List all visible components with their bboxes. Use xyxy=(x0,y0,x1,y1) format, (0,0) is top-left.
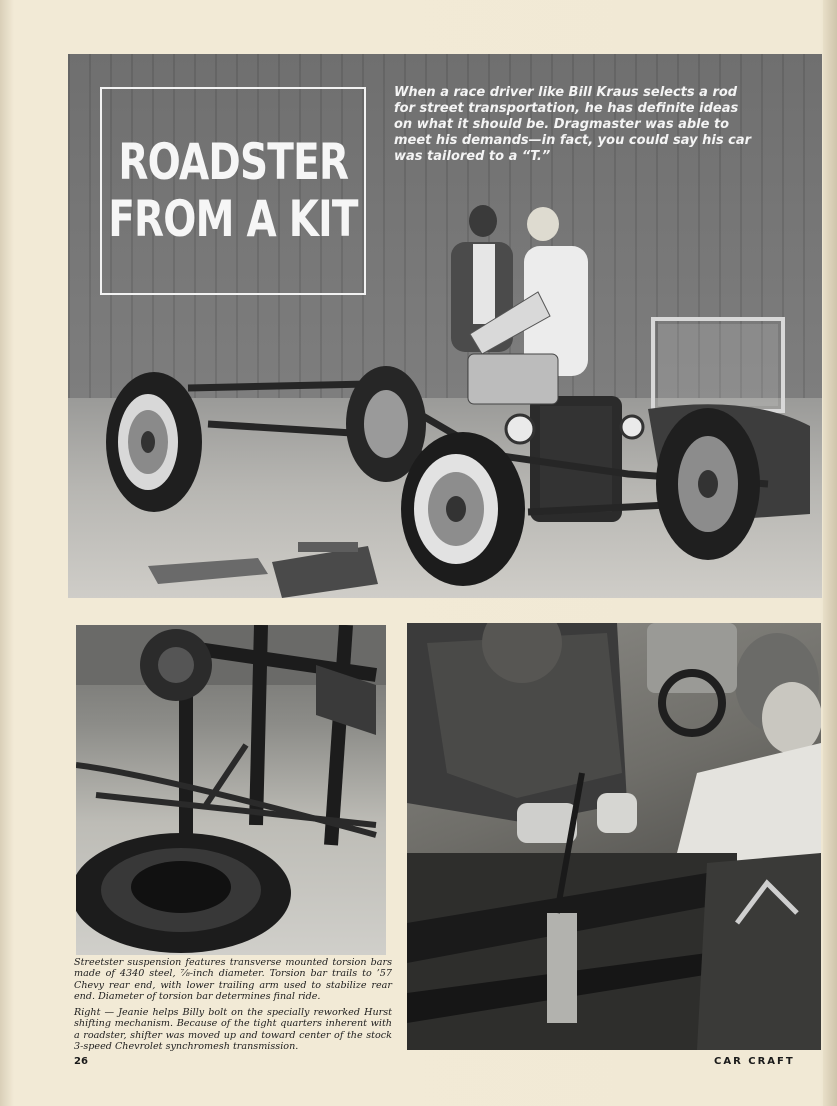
title-line-1: ROADSTER xyxy=(118,132,348,191)
caption-shifter: Right — Jeanie helps Billy bolt on the specially reworked Hurst shifting mechanism. Because of the tight quarters inherent with a roadster, shifter was moved up and toward center of the stock 3-speed Chevrolet synchromesh transmission. xyxy=(74,1007,392,1053)
shifter-photo xyxy=(407,623,821,1050)
people-figures xyxy=(451,205,588,376)
magazine-name: CAR CRAFT xyxy=(714,1056,795,1067)
intro-text: When a race driver like Bill Kraus selects a rod for street transportation, he has definite ideas on what it should be. Dragmaster was able to meet his demands—in fact, you could say his car was tailored to a “T.” xyxy=(394,85,752,164)
shifter-installation-icon xyxy=(407,623,821,1050)
suspension-photo xyxy=(76,625,386,955)
torsion-bar-suspension-icon xyxy=(76,625,386,955)
toolbox xyxy=(148,542,378,598)
article-title xyxy=(100,87,366,295)
caption-suspension: Streetster suspension features transverse mounted torsion bars made of 4340 steel, ⅞-inch diameter. Torsion bar trails to ’57 Chevy rear end, with lower trailing arm used to stabilize rear end. Diameter of torsion bar determines final ride. xyxy=(74,957,392,1003)
hero-photo xyxy=(68,54,822,598)
page-number: 26 xyxy=(74,1056,88,1067)
page-edge xyxy=(823,0,837,1106)
title-line-2: FROM A KIT xyxy=(108,190,358,248)
